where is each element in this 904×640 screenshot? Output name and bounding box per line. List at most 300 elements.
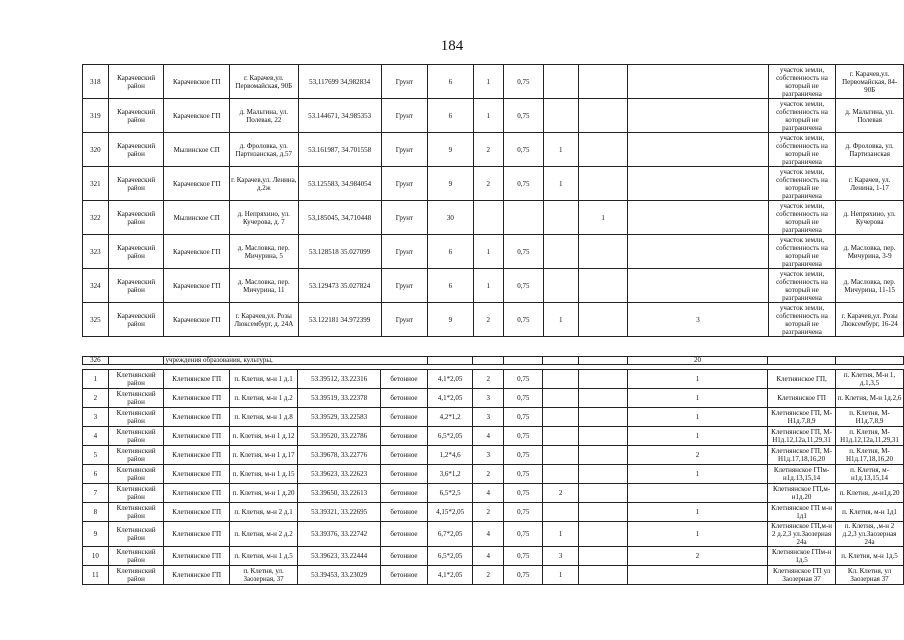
cell-c13: д. Масловка, пер. Мичурина, 11-15 (836, 269, 904, 303)
cell-c12: Клетнянское ГП м-н 1д1 (768, 503, 836, 522)
cell-c11: 1 (627, 465, 767, 484)
cell-c7: 4 (473, 484, 504, 503)
cell-district: Карачевский район (108, 65, 164, 99)
category-number: 326 (83, 357, 109, 365)
cell-c10: 1 (579, 201, 628, 235)
cell-c6: 1,2*4,6 (427, 446, 473, 465)
cell-c12: участок земли, собственность на который не разграничена (768, 303, 836, 337)
cell-district: Карачевский район (108, 133, 164, 167)
cell-surface: Грунт (381, 167, 428, 201)
cell-c11 (628, 235, 768, 269)
cell-address: п. Клетня, м-н 1 д.15 (229, 465, 297, 484)
cell-c9: 3 (543, 547, 578, 566)
cell-c8: 0,75 (504, 99, 544, 133)
cell-c12: Клетнянское ГП ул Заозерная 37 (768, 566, 836, 585)
cell-coords: 53.125583, 34.984054 (298, 167, 381, 201)
cell-district: Карачевский район (108, 235, 164, 269)
cell-district: Карачевский район (108, 201, 164, 235)
cell-c11: 1 (627, 370, 767, 389)
cell-n: 322 (83, 201, 109, 235)
table-row (83, 547, 904, 566)
cell-settlement: Клетнянское ГП (164, 389, 229, 408)
cell-c9 (543, 370, 578, 389)
cell-c12: участок земли, собственность на который не разграничена (768, 269, 836, 303)
cell-c10 (579, 133, 628, 167)
cell-c12: Клетнянское ГП, М-Н1д.12,12а,11,29,31 (768, 427, 836, 446)
cell-c6: 6,5*2,05 (427, 547, 473, 566)
cell-c12: Клетнянское ГП, М-Н1д.7,8,9 (768, 408, 836, 427)
cell-address: д. Мальтина, ул. Полевая, 22 (230, 99, 299, 133)
category-empty-cell (836, 357, 904, 365)
cell-c11 (628, 167, 768, 201)
cell-surface: бетонное (381, 370, 428, 389)
cell-address: п. Клетня, м-н 1 д.1 (229, 370, 297, 389)
cell-settlement: Мылинское СП (164, 201, 230, 235)
cell-c7: 4 (473, 427, 504, 446)
cell-surface: бетонное (381, 389, 428, 408)
cell-c8: 0,75 (503, 446, 542, 465)
cell-settlement: Клетнянское ГП (164, 370, 229, 389)
cell-c7: 1 (473, 99, 504, 133)
cell-c12: участок земли, собственность на который не разграничена (768, 235, 836, 269)
cell-c10 (579, 269, 628, 303)
table-row (83, 133, 904, 167)
cell-surface: Грунт (381, 99, 428, 133)
category-empty-cell (768, 357, 836, 365)
cell-settlement: Мылинское СП (164, 133, 230, 167)
cell-c10 (579, 99, 628, 133)
cell-address: г. Карачев,ул. Ленина, д.2ж (230, 167, 299, 201)
cell-surface: Грунт (381, 269, 428, 303)
cell-settlement: Клетнянское ГП (164, 522, 229, 547)
cell-surface: бетонное (381, 566, 428, 585)
cell-settlement: Клетнянское ГП (164, 465, 229, 484)
cell-surface: Грунт (381, 235, 428, 269)
cell-c6: 9 (428, 303, 473, 337)
cell-c6: 6 (428, 269, 473, 303)
cell-address: п. Клетня, м-н 2 д.2 (229, 522, 297, 547)
cell-c13: г. Карачев,ул. Розы Люксембург, 16-24 (836, 303, 904, 337)
cell-c6: 4,1*2,05 (427, 370, 473, 389)
cell-c8: 0,75 (503, 389, 542, 408)
category-empty-cell (503, 357, 542, 365)
cell-settlement: Клетнянское ГП (164, 484, 229, 503)
cell-c12: Клетнянское ГП,м-н 2 д.2,3 ул.Заозерная 24а (768, 522, 836, 547)
cell-c7: 4 (473, 547, 504, 566)
cell-n: 11 (83, 566, 109, 585)
cell-c7 (473, 201, 504, 235)
cell-coords: 53.39650, 33.22613 (298, 484, 381, 503)
cell-c7: 1 (473, 65, 504, 99)
cell-c9 (543, 408, 578, 427)
cell-c10 (578, 427, 627, 446)
cell-c8: 0,75 (503, 566, 542, 585)
cell-n: 8 (83, 503, 109, 522)
cell-address: п. Клетня, м-н 1 д.20 (229, 484, 297, 503)
cell-district: Клетнянский район (108, 465, 164, 484)
cell-surface: Грунт (381, 201, 428, 235)
cell-settlement: Клетнянское ГП (164, 446, 229, 465)
cell-c7: 3 (473, 389, 504, 408)
cell-c9: 1 (543, 566, 578, 585)
cell-coords: 53.161987, 34.701558 (298, 133, 381, 167)
cell-c13: д. Масловка, пер. Мичурина, 3-9 (836, 235, 904, 269)
table-row (83, 235, 904, 269)
cell-c8: 0,75 (503, 427, 542, 446)
cell-c10 (578, 370, 627, 389)
cell-c8: 0,75 (503, 484, 542, 503)
cell-coords: 53.39519, 33.22378 (298, 389, 381, 408)
table-row (83, 522, 904, 547)
cell-c9: 1 (543, 133, 578, 167)
cell-address: д. Масловка, пер. Мичурина, 5 (230, 235, 299, 269)
cell-settlement: Карачевское ГП (164, 65, 230, 99)
cell-c8: 0,75 (503, 465, 542, 484)
cell-c9 (543, 65, 578, 99)
cell-address: д. Фроловка, ул. Партизанская, д.57 (230, 133, 299, 167)
table-row (83, 269, 904, 303)
cell-c10 (578, 484, 627, 503)
cell-n: 2 (83, 389, 109, 408)
cell-c10 (578, 465, 627, 484)
cell-c6: 6,5*2,05 (427, 427, 473, 446)
cell-n: 319 (83, 99, 109, 133)
cell-c8: 0,75 (504, 167, 544, 201)
cell-c6: 4,1*2,05 (427, 389, 473, 408)
category-empty-cell (427, 357, 473, 365)
cell-c8: 0,75 (504, 133, 544, 167)
cell-c13: п. Клетня, М-Н1д.17,18,16,20 (836, 446, 904, 465)
cell-c9 (543, 269, 578, 303)
cell-c13: п. Клетня, м-н1д.13,15,14 (836, 465, 904, 484)
cell-c6: 4,15*2,05 (427, 503, 473, 522)
cell-c10 (579, 65, 628, 99)
cell-coords: 53.39321, 33.22695 (298, 503, 381, 522)
cell-c7: 2 (473, 133, 504, 167)
cell-c11 (628, 99, 768, 133)
cell-address: г. Карачев,ул. Розы Люксембург, д. 24А (230, 303, 299, 337)
cell-c8: 0,75 (503, 503, 542, 522)
cell-n: 6 (83, 465, 109, 484)
cell-settlement: Клетнянское ГП (164, 427, 229, 446)
cell-c6: 4,2*1,2 (427, 408, 473, 427)
cell-settlement: Клетнянское ГП (164, 547, 229, 566)
container-sites-table-karachev (82, 64, 904, 337)
cell-c11 (627, 566, 767, 585)
cell-settlement: Карачевское ГП (164, 235, 230, 269)
cell-c10 (579, 167, 628, 201)
cell-c10 (578, 446, 627, 465)
cell-address: п. Клетня, м-н 1 д.17 (229, 446, 297, 465)
cell-n: 318 (83, 65, 109, 99)
cell-c9 (543, 389, 578, 408)
cell-address: д. Масловка, пер. Мичурина, 11 (230, 269, 299, 303)
cell-c9 (543, 427, 578, 446)
table-row (83, 446, 904, 465)
cell-surface: бетонное (381, 465, 428, 484)
cell-c9: 1 (543, 167, 578, 201)
cell-c7: 3 (473, 446, 504, 465)
cell-c13: п. Клетня, М-н 1, д.1,3,5 (836, 370, 904, 389)
cell-c11: 1 (627, 503, 767, 522)
cell-address: п. Клетня, м-н 1 д.2 (229, 389, 297, 408)
cell-c11: 1 (627, 522, 767, 547)
cell-c12: Клетнянское ГП, (768, 370, 836, 389)
cell-c6: 9 (428, 133, 473, 167)
cell-c11: 1 (627, 408, 767, 427)
cell-c9 (543, 201, 578, 235)
cell-c9 (543, 446, 578, 465)
cell-c11: 3 (628, 303, 768, 337)
cell-surface: бетонное (381, 427, 428, 446)
category-value: 20 (627, 357, 767, 365)
cell-district: Карачевский район (108, 99, 164, 133)
category-label: учреждения образования, культуры, (164, 357, 427, 365)
cell-c7: 2 (473, 503, 504, 522)
cell-c8: 0,75 (503, 408, 542, 427)
cell-c6: 4,1*2,05 (427, 566, 473, 585)
cell-n: 3 (83, 408, 109, 427)
cell-c12: Клетнянское ГП,м-н1д.20 (768, 484, 836, 503)
cell-c9 (543, 235, 578, 269)
cell-c12: участок земли, собственность на который не разграничена (768, 167, 836, 201)
cell-c6: 9 (428, 167, 473, 201)
category-empty-cell (473, 357, 504, 365)
cell-c11 (628, 269, 768, 303)
cell-address: п. Клетня, м-н 1 д.12 (229, 427, 297, 446)
table-row (83, 408, 904, 427)
cell-c13: п. Клетня, М-Н1д.7,8,9 (836, 408, 904, 427)
cell-settlement: Клетнянское ГП (164, 503, 229, 522)
cell-coords: 53.39520, 33.22786 (298, 427, 381, 446)
cell-c7: 2 (473, 167, 504, 201)
cell-c9: 1 (543, 303, 578, 337)
cell-c9 (543, 465, 578, 484)
table-row (83, 503, 904, 522)
cell-coords: 53.144671, 34.985353 (298, 99, 381, 133)
table-row (83, 303, 904, 337)
cell-c11: 2 (627, 446, 767, 465)
cell-surface: Грунт (381, 133, 428, 167)
cell-c9: 2 (543, 484, 578, 503)
cell-c12: Клетнянское ГП (768, 389, 836, 408)
cell-address: п. Клетня, м-н 1 д.8 (229, 408, 297, 427)
table-row (83, 389, 904, 408)
cell-district: Клетнянский район (108, 446, 164, 465)
cell-settlement: Клетнянское ГП (164, 408, 229, 427)
cell-c10 (578, 522, 627, 547)
cell-district: Клетнянский район (108, 547, 164, 566)
cell-district: Клетнянский район (108, 427, 164, 446)
cell-district: Карачевский район (108, 269, 164, 303)
cell-n: 324 (83, 269, 109, 303)
cell-c6: 6,7*2,05 (427, 522, 473, 547)
cell-n: 323 (83, 235, 109, 269)
cell-c11 (628, 133, 768, 167)
cell-coords: 53.39512, 33.22316 (298, 370, 381, 389)
cell-c13: д. Фроловка, ул. Партизанская (836, 133, 904, 167)
cell-n: 10 (83, 547, 109, 566)
cell-c6: 3,6*1,2 (427, 465, 473, 484)
cell-district: Клетнянский район (108, 522, 164, 547)
cell-c13: п. Клетня, м-н 1д1 (836, 503, 904, 522)
category-row (83, 357, 904, 365)
cell-coords: 53.39376, 33.22742 (298, 522, 381, 547)
cell-c12: участок земли, собственность на который не разграничена (768, 65, 836, 99)
cell-c9: 1 (543, 522, 578, 547)
cell-c13: п. Клетня, М-н 1д.2,6 (836, 389, 904, 408)
cell-c12: участок земли, собственность на который не разграничена (768, 99, 836, 133)
cell-address: д. Непряхино, ул. Кучерова, д. 7 (230, 201, 299, 235)
cell-surface: бетонное (381, 522, 428, 547)
cell-c8: 0,75 (504, 303, 544, 337)
cell-coords: 53.39623, 33.22444 (298, 547, 381, 566)
cell-c13: п. Клетня, М-Н1д.12,12а,11,29,31 (836, 427, 904, 446)
cell-settlement: Карачевское ГП (164, 303, 230, 337)
cell-c13: д. Мальтина, ул. Полевая (836, 99, 904, 133)
table-row (83, 566, 904, 585)
container-sites-table-kletnya (82, 356, 904, 585)
cell-c7: 1 (473, 235, 504, 269)
cell-c9 (543, 99, 578, 133)
cell-c11 (628, 65, 768, 99)
page-number: 184 (440, 38, 464, 54)
table-row (83, 427, 904, 446)
cell-c6: 6 (428, 65, 473, 99)
cell-address: п. Клетня, м-н 2 д.1 (229, 503, 297, 522)
cell-c11 (627, 484, 767, 503)
cell-surface: Грунт (381, 65, 428, 99)
cell-n: 321 (83, 167, 109, 201)
cell-c6: 6 (428, 235, 473, 269)
cell-district: Клетнянский район (108, 503, 164, 522)
cell-c6: 30 (428, 201, 473, 235)
cell-c8 (504, 201, 544, 235)
cell-coords: 53.39529, 33.22583 (298, 408, 381, 427)
cell-settlement: Карачевское ГП (164, 269, 230, 303)
cell-c6: 6 (428, 99, 473, 133)
cell-c12: Клетнянское ГПм-н1д.13,15,14 (768, 465, 836, 484)
cell-c7: 4 (473, 522, 504, 547)
cell-surface: Грунт (381, 303, 428, 337)
cell-c7: 2 (473, 566, 504, 585)
cell-c8: 0,75 (504, 269, 544, 303)
cell-c10 (578, 547, 627, 566)
cell-surface: бетонное (381, 484, 428, 503)
cell-c13: п. Клетня, м-н 1д.5 (836, 547, 904, 566)
cell-c11: 1 (627, 389, 767, 408)
cell-surface: бетонное (381, 446, 428, 465)
cell-district: Клетнянский район (108, 408, 164, 427)
category-empty-cell (543, 357, 578, 365)
cell-c13: г. Карачев, ул. Ленина, 1-17 (836, 167, 904, 201)
cell-c9 (543, 503, 578, 522)
category-spacer (108, 357, 164, 365)
cell-c11: 1 (627, 427, 767, 446)
cell-settlement: Карачевское ГП (164, 99, 230, 133)
cell-address: г. Карачев,ул. Первомайская, 90Б (230, 65, 299, 99)
cell-surface: бетонное (381, 547, 428, 566)
cell-c10 (578, 503, 627, 522)
cell-c13: г. Карачев,ул. Первомайская, 84-90Б (836, 65, 904, 99)
cell-surface: бетонное (381, 503, 428, 522)
category-empty-cell (578, 357, 627, 365)
cell-n: 5 (83, 446, 109, 465)
cell-n: 4 (83, 427, 109, 446)
cell-coords: 53.39453, 33.23029 (298, 566, 381, 585)
cell-c13: п. Клетня, ,м-н1д.20 (836, 484, 904, 503)
cell-c6: 6,5*2,5 (427, 484, 473, 503)
cell-coords: 53,185045, 34,710448 (298, 201, 381, 235)
cell-settlement: Карачевское ГП (164, 167, 230, 201)
cell-c10 (578, 389, 627, 408)
cell-coords: 53.39623, 33.22623 (298, 465, 381, 484)
cell-c7: 3 (473, 408, 504, 427)
cell-district: Клетнянский район (108, 566, 164, 585)
cell-n: 7 (83, 484, 109, 503)
cell-c8: 0,75 (503, 522, 542, 547)
cell-c7: 2 (473, 370, 504, 389)
cell-coords: 53,117699 34,982834 (298, 65, 381, 99)
cell-n: 1 (83, 370, 109, 389)
cell-c8: 0,75 (504, 65, 544, 99)
cell-c10 (579, 235, 628, 269)
cell-coords: 53.129473 35.027824 (298, 269, 381, 303)
cell-c13: д. Непряхино, ул. Кучерова (836, 201, 904, 235)
cell-n: 325 (83, 303, 109, 337)
cell-c11 (628, 201, 768, 235)
cell-district: Клетнянский район (108, 370, 164, 389)
cell-district: Клетнянский район (108, 484, 164, 503)
table-row (83, 484, 904, 503)
cell-c7: 2 (473, 303, 504, 337)
cell-address: п. Клетня, м-н 1 д.5 (229, 547, 297, 566)
cell-c8: 0,75 (503, 547, 542, 566)
cell-district: Карачевский район (108, 167, 164, 201)
cell-surface: бетонное (381, 408, 428, 427)
cell-c12: Клетнянское ГПм-н 1д.5 (768, 547, 836, 566)
cell-c10 (578, 408, 627, 427)
cell-c10 (578, 566, 627, 585)
cell-c13: Кл. Клетня, ул Заозерная 37 (836, 566, 904, 585)
cell-address: п. Клетня, ул. Заозерная, 37 (229, 566, 297, 585)
cell-n: 9 (83, 522, 109, 547)
cell-c12: участок земли, собственность на который не разграничена (768, 133, 836, 167)
cell-c8: 0,75 (504, 235, 544, 269)
cell-coords: 53.128518 35.027099 (298, 235, 381, 269)
table-row (83, 99, 904, 133)
cell-c13: п. Клетня, ,м-н 2 д.2,3 ул.Заозерная 24а (836, 522, 904, 547)
cell-c8: 0,75 (503, 370, 542, 389)
cell-c12: Клетнянское ГП, М-Н1д.17,18,16,20 (768, 446, 836, 465)
cell-coords: 53.122181 34.972399 (298, 303, 381, 337)
cell-settlement: Клетнянское ГП (164, 566, 229, 585)
table-row (83, 167, 904, 201)
cell-n: 320 (83, 133, 109, 167)
cell-district: Клетнянский район (108, 389, 164, 408)
cell-c7: 1 (473, 269, 504, 303)
cell-coords: 53.39678, 33.22776 (298, 446, 381, 465)
table-row (83, 465, 904, 484)
table-row (83, 65, 904, 99)
cell-c12: участок земли, собственность на который не разграничена (768, 201, 836, 235)
cell-c11: 2 (627, 547, 767, 566)
cell-c10 (579, 303, 628, 337)
table-row (83, 201, 904, 235)
cell-district: Карачевский район (108, 303, 164, 337)
cell-c7: 2 (473, 465, 504, 484)
table-row (83, 370, 904, 389)
